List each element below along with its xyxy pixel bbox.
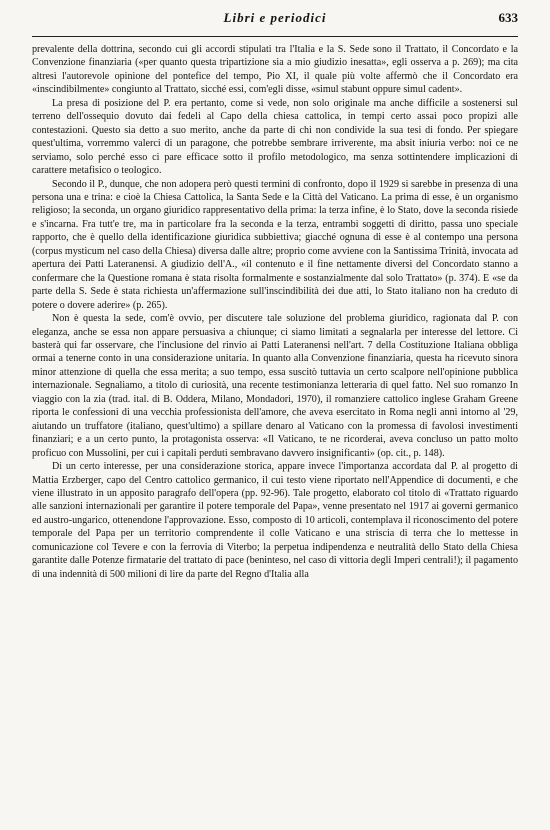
- paragraph-3: Secondo il P., dunque, che non adopera però questi termini di confronto, dopo il 1929 si sarebbe in presenza di una persona una e trina: e cioè la Chiesa Cattolica, la Santa Sede e la Città del Vaticano. La prima di esse, è un organismo religioso; la seconda, un organo giuridico rappresentativo della prima: la terza infine, è lo Stato, dove la seconda risiede e s'incarna. Fra tutt'e tre, ma in particolare fra la seconda e la terza, entrambi soggetti di diritto, passa uno speciale rapporto, che è quello della identificazione giuridica subbiettiva; giacché ognuna di esse è al contempo una persona (corpus mysticum nel caso della Chiesa) diversa dalle altre; proprio come avviene con la Santissima Trinità, invocata ad apertura dei Patti Lateranensi. A giudizio dell'A., «il contenuto e il fine nettamente diversi del Concordato stanno a confermare che la Questione romana è stata risolta formalmente e sostanzialmente dal solo Trattato» (p. 374). E «se da parte della S. Sede è stata richiesta un'affermazione sull'inscindibilità dei due atti, lo Stato italiano non ha creduto di potere o dovere aderire» (p. 265).: [32, 178, 518, 311]
- paragraph-5: Di un certo interesse, per una considerazione storica, appare invece l'importanza accordata dal P. al progetto di Mattia Erzberger, capo del Centro cattolico germanico, il cui testo viene riportato nell'Appendice di documenti, e che viene illustrato in un apposito paragrafo dell'opera (pp. 92-96). Tale progetto, elaborato col titolo di «Trattato riguardo alle sanzioni internazionali per garantire il potere temporale del Papa», venne presentato nel 1917 ai governi germanico ed austro-ungarico, ottenendone l'approvazione. Esso, composto di 10 articoli, contemplava il riconoscimento del potere temporale del Papa per un territorio comprendente il colle Vaticano e una striscia di terra che lo mettesse in comunicazione col Tevere e con la ferrovia di Viterbo; la perpetua indipendenza e neutralità dello Stato della Chiesa garantite dalle Potenze firmatarie del trattato di pace (beninteso, nel caso di vittoria degli Imperi centrali!); il pagamento di una indennità di 500 milioni di lire da parte del Regno d'Italia alla: [32, 461, 518, 580]
- page-number: 633: [498, 10, 518, 25]
- running-header: [32, 0, 518, 37]
- paragraph-4: Non è questa la sede, com'è ovvio, per discutere tale soluzione del problema giuridico, ragionata dal P. con eleganza, anche se essa non appare persuasiva a chiunque; ci siamo limitati a segnalarla per interesse del lettore. Ci basterà qui far osservare, che l'inclusione del rinvio ai Patti Lateranensi nell'art. 7 della Costituzione Italiana obbliga ormai a tenerne conto in una considerazione unitaria. In quanto alla Convenzione finanziaria, questa ha ricevuto sinora minor attenzione di quella che essa merita; a suo tempo, essa suscitò tuttavia un certo scalpore nell'opinione pubblica internazionale. Segnaliamo, a titolo di curiosità, una recente testimonianza letteraria di quel fatto. Nel suo romanzo In viaggio con la zia (trad. ital. di B. Oddera, Milano, Mondadori, 1970), il romanziere cattolico inglese Graham Greene riporta le confessioni di una vecchia professionista dell'amore, che aveva esercitato in Roma negli anni intorno al '29, aiutando un truffatore (italiano, quest'ultimo) a spillare denaro al Vaticano con la promessa di favolosi investimenti finanziari; e a un certo punto, la protagonista osserva: «Il Vaticano, te ne ricorderai, aveva concluso un patto molto proficuo con Mussolini, per cui i capitali perduti sembravano davvero insignificanti» (op. cit., p. 148).: [32, 313, 518, 459]
- paragraph-1: prevalente della dottrina, secondo cui gli accordi stipulati tra l'Italia e la S. Sede sono il Trattato, il Concordato e la Convenzione finanziaria («per quanto questa tripartizione sia a mio giudizio inesatta», egli osserva a p. 269); ma cita altresì l'autorevole opinione del pontefice del tempo, Pio XI, il quale più volte affermò che il Concordato era «inscindibilmente» congiunto al Trattato, sicché essi, com'egli disse, «simul stabunt oppure simul cadent».: [32, 44, 518, 96]
- article-body: [32, 37, 518, 581]
- paragraph-2: La presa di posizione del P. era pertanto, come si vede, non solo originale ma anche difficile a sostenersi sul terreno dell'ossequio dovuto dai fedeli al Capo della chiesa cattolica, in tempi certo assai poco propizi alle contestazioni. Questo sia detto a suo merito, anche da parte di chi non condivide la sua tesi di fondo. Per spiegare quest'ultima, vorremmo valerci di un paragone, che potrebbe sembrare irriverente, ma absit iniuria verbo: noi ce ne serviamo, solo perché esso ci pare efficace sotto il profilo metodologico, ma senza sottintendere implicazioni di carattere metafisico o teologico.: [32, 97, 518, 177]
- running-title: Libri e periodici: [223, 10, 327, 25]
